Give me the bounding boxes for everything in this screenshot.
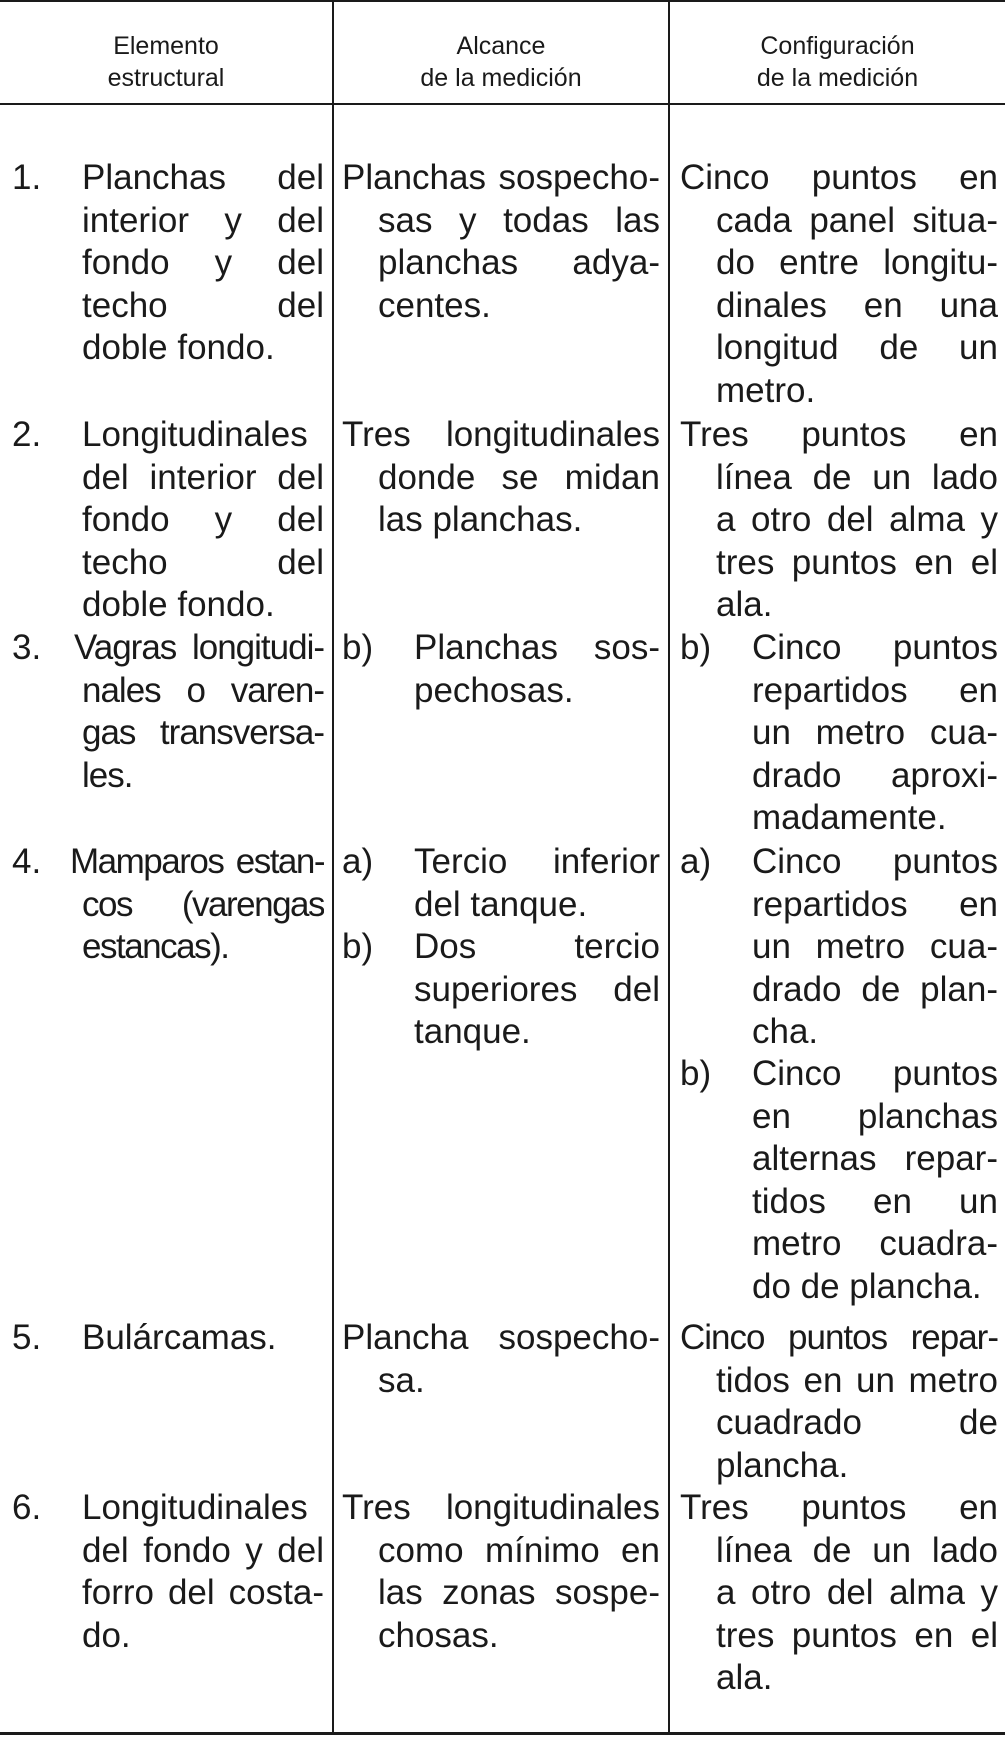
text-line: planchas adya- <box>378 243 660 282</box>
header-line: Elemento <box>113 32 219 60</box>
text-line: do de plancha. <box>752 1266 982 1306</box>
text-line: las zonas sospe- <box>378 1573 660 1612</box>
text-line: tidos en un metro <box>716 1360 998 1400</box>
text-line: línea de un lado <box>716 1530 998 1570</box>
row-number: 3. <box>12 628 42 667</box>
list-marker: b) <box>342 927 374 966</box>
header-line: Configuración <box>760 32 915 60</box>
text-line: estancas). <box>82 927 229 966</box>
element-text <box>74 627 324 797</box>
text-line: dinales en una <box>716 285 998 325</box>
text-line: chosas. <box>378 1615 499 1655</box>
scope-text <box>342 1487 660 1657</box>
text-line: Planchas del <box>82 158 324 197</box>
text-line: del fondo y del <box>82 1530 324 1570</box>
text-line: cos (varengas <box>82 884 324 924</box>
config-text <box>752 627 998 840</box>
scope-text <box>342 414 660 542</box>
text-line: a otro del alma y <box>716 1573 998 1612</box>
text-line: Cinco puntos <box>752 1054 998 1093</box>
text-line: las planchas. <box>378 500 583 539</box>
text-line: Planchas sos- <box>414 628 660 667</box>
column-divider-1 <box>332 0 334 1734</box>
text-line: cada panel situa- <box>716 200 998 240</box>
header-configuracion <box>670 30 1005 100</box>
scope-text <box>342 157 660 327</box>
text-line: superiores del <box>414 969 660 1009</box>
text-line: Cinco puntos repar- <box>680 1318 998 1357</box>
text-line: en planchas <box>752 1096 998 1136</box>
element-text <box>82 414 324 627</box>
text-line: a otro del alma y <box>716 500 998 539</box>
text-line: Longitudinales <box>82 415 308 454</box>
text-line: Tercio inferior <box>414 842 660 881</box>
text-line: drado aproxi- <box>752 755 998 795</box>
column-divider-2 <box>668 0 670 1734</box>
text-line: Cinco puntos <box>752 628 998 667</box>
text-line: doble fondo. <box>82 585 275 624</box>
text-line: metro cuadra- <box>752 1224 998 1263</box>
config-text <box>752 841 998 1054</box>
element-text <box>70 841 324 969</box>
text-line: techo del <box>82 542 324 582</box>
text-line: alternas repar- <box>752 1139 998 1178</box>
text-line: cuadrado de <box>716 1403 998 1442</box>
text-line: Cinco puntos <box>752 842 998 881</box>
element-text <box>82 1487 324 1657</box>
element-text <box>82 1317 324 1360</box>
header-line: de la medición <box>420 64 582 92</box>
config-text <box>752 1053 998 1308</box>
text-line: longitud de un <box>716 328 998 367</box>
text-line: tidos en un <box>752 1181 998 1221</box>
text-line: pechosas. <box>414 670 574 710</box>
text-line: Tres puntos en <box>680 415 998 454</box>
text-line: tanque. <box>414 1012 531 1051</box>
scope-text <box>414 841 660 926</box>
text-line: cha. <box>752 1012 819 1051</box>
row-number: 1. <box>12 158 42 197</box>
text-line: plancha. <box>716 1445 849 1485</box>
text-line: fondo y del <box>82 243 324 282</box>
text-line: ala. <box>716 585 773 624</box>
text-line: metro. <box>716 370 816 410</box>
header-alcance <box>334 30 668 100</box>
list-marker: b) <box>680 628 712 667</box>
row-number: 6. <box>12 1488 42 1527</box>
text-line: forro del costa- <box>82 1573 324 1612</box>
text-line: Planchas sospecho- <box>342 158 660 197</box>
text-line: Tres longitudinales <box>342 415 660 454</box>
text-line: un metro cua- <box>752 713 998 752</box>
scope-text <box>414 926 660 1054</box>
text-line: tres puntos en el <box>716 1615 998 1655</box>
text-line: línea de un lado <box>716 457 998 497</box>
text-line: sas y todas las <box>378 200 660 240</box>
text-line: tres puntos en el <box>716 542 998 582</box>
text-line: como mínimo en <box>378 1530 660 1570</box>
text-line: repartidos en <box>752 670 998 710</box>
text-line: donde se midan <box>378 457 660 497</box>
scope-text <box>414 627 660 712</box>
list-marker: a) <box>342 842 374 881</box>
text-line: Tres longitudinales <box>342 1488 660 1527</box>
text-line: sa. <box>378 1360 425 1400</box>
text-line: fondo y del <box>82 500 324 539</box>
list-marker: b) <box>342 628 374 667</box>
row-number: 2. <box>12 415 42 454</box>
config-text <box>680 1317 998 1487</box>
text-line: madamente. <box>752 798 947 837</box>
text-line: drado de plan- <box>752 969 998 1009</box>
text-line: del tanque. <box>414 884 588 924</box>
text-line: Mamparos estan- <box>70 842 324 881</box>
header-line: estructural <box>107 64 225 92</box>
text-line: repartidos en <box>752 884 998 924</box>
config-text <box>680 1487 998 1700</box>
list-marker: a) <box>680 842 712 881</box>
row-number: 5. <box>12 1318 42 1357</box>
text-line: Plancha sospecho- <box>342 1318 660 1357</box>
text-line: Tres puntos en <box>680 1488 998 1527</box>
element-text <box>82 157 324 370</box>
text-line: un metro cua- <box>752 927 998 966</box>
text-line: Cinco puntos en <box>680 158 998 197</box>
text-line: nales o varen- <box>82 670 324 710</box>
text-line: Bulárcamas. <box>82 1318 277 1357</box>
top-rule <box>0 0 1005 2</box>
text-line: les. <box>82 755 133 795</box>
text-line: ala. <box>716 1658 773 1697</box>
bottom-rule <box>0 1732 1005 1735</box>
text-line: Longitudinales <box>82 1488 308 1527</box>
text-line: doble fondo. <box>82 328 275 367</box>
config-text <box>680 157 998 412</box>
text-line: gas transversa- <box>82 713 324 752</box>
row-number: 4. <box>12 842 42 881</box>
scope-text <box>342 1317 660 1402</box>
header-line: de la medición <box>756 64 919 92</box>
list-marker: b) <box>680 1054 712 1093</box>
text-line: techo del <box>82 285 324 325</box>
header-line: Alcance <box>456 32 546 60</box>
header-rule <box>0 103 1005 105</box>
text-line: do. <box>82 1615 131 1655</box>
text-line: interior y del <box>82 200 324 240</box>
header-elemento <box>0 30 332 100</box>
config-text <box>680 414 998 627</box>
text-line: Dos tercio <box>414 927 660 966</box>
text-line: do entre longitu- <box>716 243 998 282</box>
text-line: centes. <box>378 285 491 325</box>
text-line: Vagras longitudi- <box>74 628 324 667</box>
text-line: del interior del <box>82 457 324 497</box>
